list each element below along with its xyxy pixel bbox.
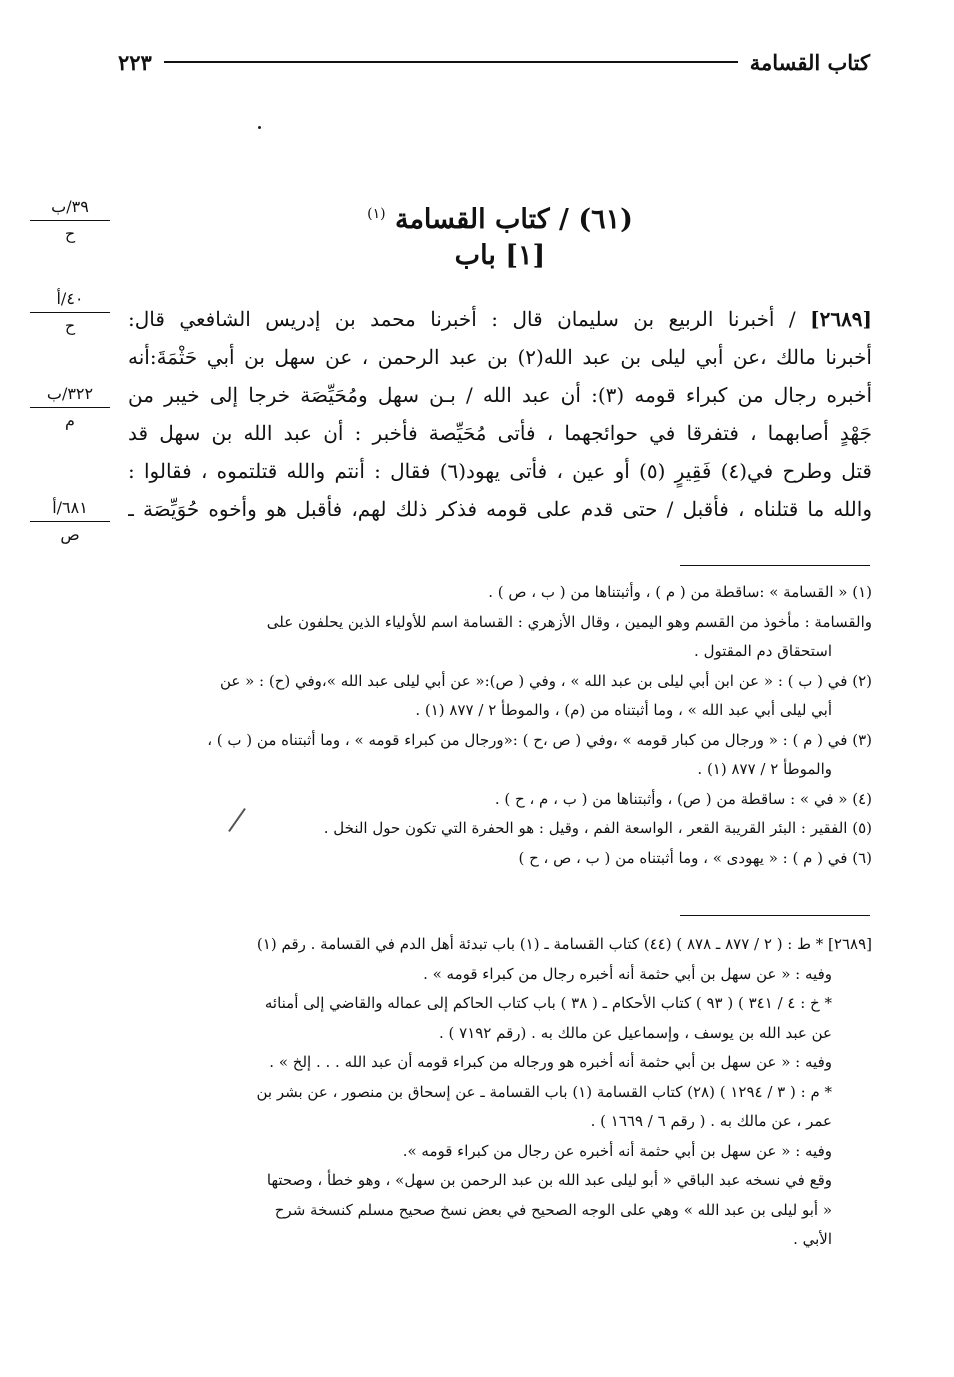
footnote-line: (٦) في ( م ) : « يهودى » ، وما أثبتناه من ( ب ، ص ، ح ) bbox=[518, 848, 872, 867]
takhrij-notes bbox=[128, 930, 872, 1255]
book-title bbox=[130, 196, 870, 238]
takhrij-line: عن عبد الله بن يوسف ، وإسماعيل عن مالك به . (رقم ٧١٩٢ ) . bbox=[438, 1023, 832, 1042]
text-line: والله ما قتلناه ، فأقبل / حتى قدم على قومه فذكر ذلك لهم، فأقبل هو وأخوه حُوَيِّصَة ـ bbox=[128, 497, 872, 521]
manuscript-siglum: ح bbox=[64, 316, 76, 335]
manuscript-ref bbox=[30, 383, 110, 432]
manuscript-folio: ٣٩/ب bbox=[30, 196, 110, 221]
page-number: ٢٢٣ bbox=[118, 49, 152, 75]
text-line: أخبره رجال من كبراء قومه (٣): أن عبد الله / بـن سهل ومُحَيِّصَة خرجا إلى خيبر من bbox=[128, 383, 872, 407]
footnotes bbox=[128, 578, 872, 873]
manuscript-siglum: ح bbox=[64, 224, 76, 243]
text-line: قتل وطرح في(٤) فَقِيرٍ (٥) أو عين ، فأتى يهود(٦) فقال : أنتم والله قتلتموه ، فقالوا : bbox=[128, 459, 872, 483]
header-rule bbox=[164, 61, 738, 63]
manuscript-ref bbox=[30, 196, 110, 245]
takhrij-line: وفيه : « عن سهل بن أبي حثمة أنه أخبره رجال من كبراء قومه » . bbox=[423, 964, 832, 983]
chapter-title: كتاب القسامة bbox=[749, 49, 870, 75]
takhrij-line: وفيه : « عن سهل بن أبي حثمة أنه أخبره عن رجال من كبراء قومه ». bbox=[402, 1141, 832, 1160]
text-line: أخبرنا مالك ،عن أبي ليلى بن عبد الله(٢) بن عبد الرحمن ، عن سهل بن أبي حَثْمَةَ:أنه bbox=[128, 345, 872, 369]
hadith-text bbox=[128, 300, 872, 528]
hadith-number: [٢٦٨٩] bbox=[810, 307, 872, 331]
bab-title: [١] باب bbox=[454, 240, 546, 271]
takhrij-separator bbox=[680, 915, 870, 916]
takhrij-line: وقع في نسخه عبد الباقي « أبو ليلى عبد الله بن عبد الرحمن بن سهل» ، وهو خطأ ، وصحتها bbox=[266, 1171, 832, 1189]
footnote-line: (٤) « في » : ساقطة من ( ص) ، وأثبتناها من ( ب ، م ، ح ) . bbox=[494, 789, 872, 808]
footnote-separator bbox=[680, 565, 870, 566]
footnote-line: (٢) في ( ب ) : « عن ابن أبي ليلى بن عبد الله » ، وفي ( ص):« عن أبي ليلى عبد الله »،وفي (ح) : « عن bbox=[219, 671, 872, 690]
footnote-line: والموطأ ٢ / ٨٧٧ (١) . bbox=[697, 760, 832, 778]
manuscript-folio: ٦٨١/أ bbox=[30, 497, 110, 522]
footnote-line: أبي ليلى أبي عبد الله » ، وما أثبتناه من (م) ، والموطأ ٢ / ٨٧٧ (١) . bbox=[415, 701, 832, 719]
takhrij-line: عمر ، عن مالك به . ( رقم ٦ / ١٦٦٩ ) . bbox=[590, 1112, 832, 1130]
takhrij-line: « أبو ليلى بن عبد الله » وهي على الوجه الصحيح في بعض نسخ صحيح مسلم كنسخة شرح bbox=[274, 1200, 832, 1219]
takhrij-line: * خ : ٤ / ٣٤١ ) ( ٩٣ ) كتاب الأحكام ـ ( ٣٨ ) باب كتاب الحاكم إلى عماله والقاضي إلى أمنائه bbox=[264, 994, 832, 1012]
text-line-content: / أخبرنا الربيع بن سليمان قال : أخبرنا محمد بن إدريس الشافعي قال: bbox=[128, 307, 796, 331]
book-title-text: (٦١) / كتاب القسامة bbox=[394, 204, 633, 235]
footnote-line: والقسامة : مأخوذ من القسم وهو اليمين ، وقال الأزهري : القسامة اسم للأولياء الذين يحلفون على bbox=[266, 612, 872, 631]
manuscript-folio: ٣٢٢/ب bbox=[30, 383, 110, 408]
footnote-line: (١) « القسامة » :ساقطة من ( م ) ، وأثبتناها من ( ب ، ص ) . bbox=[488, 583, 872, 601]
footnote-line: (٥) الفقير : البئر القريبة القعر ، الواسعة الفم ، وقيل : هو الحفرة التي تكون حول النخل . bbox=[323, 819, 872, 837]
text-line: جَهْدٍ أصابهما ، فتفرقا في حوائجهما ، فأتى مُحَيِّصة فأخبر : أن عبد الله بن سهل قد bbox=[128, 421, 872, 445]
manuscript-folio: ٤٠/أ bbox=[30, 288, 110, 313]
manuscript-siglum: م bbox=[65, 411, 75, 430]
takhrij-line: الأبي . bbox=[793, 1230, 832, 1248]
manuscript-ref bbox=[30, 288, 110, 337]
takhrij-line: * م : ( ٣ / ١٢٩٤ ) (٢٨) كتاب القسامة (١) باب القسامة ـ عن إسحاق بن منصور ، عن بشر بن bbox=[256, 1082, 832, 1101]
manuscript-ref bbox=[30, 497, 110, 546]
running-header bbox=[118, 44, 870, 80]
manuscript-siglum: ص bbox=[60, 525, 80, 544]
takhrij-line: [٢٦٨٩] * ط : ( ٢ / ٨٧٧ ـ ٨٧٨ ) (٤٤) كتاب القسامة ـ (١) باب تبدئة أهل الدم في القسامة . رقم (١) bbox=[256, 935, 872, 953]
text-line bbox=[128, 300, 872, 338]
book-title-footnote-ref: (١) bbox=[367, 206, 386, 222]
footnote-line: استحقاق دم المقتول . bbox=[694, 642, 832, 660]
ink-speck bbox=[258, 126, 261, 129]
takhrij-line: وفيه : « عن سهل بن أبي حثمة أنه أخبره هو ورجاله من كبراء قومه أن عبد الله . . . إلخ » . bbox=[269, 1053, 832, 1071]
footnote-line: (٣) في ( م ) : « ورجال من كبار قومه » ،وفي ( ص ،ح ) :«ورجال من كبراء قومه » ، وما أثبتناه من ( ب ) ، bbox=[207, 730, 872, 749]
